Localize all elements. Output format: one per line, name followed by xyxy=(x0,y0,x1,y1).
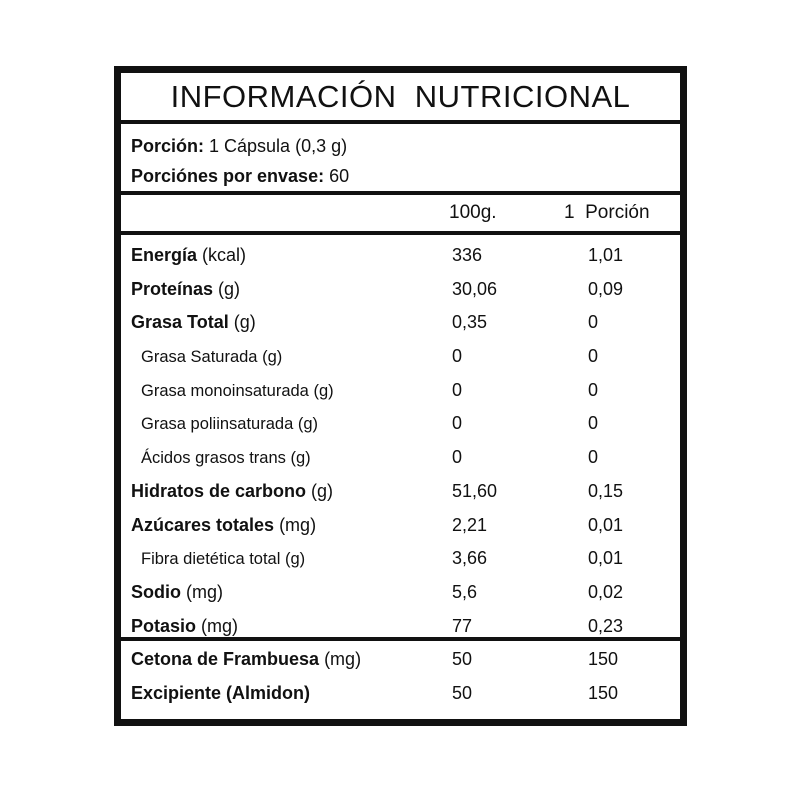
nutrient-label: Proteínas xyxy=(131,278,214,299)
value-100g: 30,06 xyxy=(452,278,498,299)
value-portion: 0 xyxy=(588,346,599,367)
nutrient-label: Cetona de Frambuesa xyxy=(131,649,320,669)
nutrient-name xyxy=(141,449,311,468)
nutrient-unit: (mg) xyxy=(319,649,362,669)
value-portion: 0,01 xyxy=(588,548,624,569)
value-100g: 2,21 xyxy=(452,514,488,535)
nutrient-name xyxy=(131,312,256,333)
nutrient-unit: (g) xyxy=(285,449,311,468)
value-100g: 336 xyxy=(452,245,483,265)
table-row xyxy=(121,340,680,374)
portion-value: 1 Cápsula (0,3 g) xyxy=(204,136,348,156)
table-row xyxy=(121,643,680,677)
nutrient-label: Hidratos de carbono xyxy=(131,480,307,501)
nutrient-name xyxy=(131,582,223,603)
nutrition-label-inner xyxy=(121,73,680,719)
nutrient-label: Potasio xyxy=(131,615,197,636)
table-row xyxy=(121,374,680,408)
value-portion: 0 xyxy=(588,413,599,434)
value-portion: 0,09 xyxy=(588,278,624,299)
value-100g: 0 xyxy=(452,447,463,468)
value-portion: 0 xyxy=(588,379,599,400)
value-100g: 51,60 xyxy=(452,480,498,501)
nutrient-name xyxy=(131,245,246,266)
value-100g: 0 xyxy=(452,413,463,434)
value-portion: 0,02 xyxy=(588,581,624,602)
nutrient-label: Fibra dietética total xyxy=(141,550,281,569)
value-100g: 0 xyxy=(452,346,463,367)
nutrient-label: Grasa poliinsaturada xyxy=(141,415,294,434)
table-row xyxy=(121,239,680,273)
servings-line xyxy=(131,161,680,191)
table-row xyxy=(121,273,680,307)
table-row xyxy=(121,576,680,610)
nutrient-name xyxy=(141,550,305,569)
value-portion: 0,01 xyxy=(588,514,624,535)
servings-label: Porciónes por envase: xyxy=(131,166,325,186)
table-row xyxy=(121,475,680,509)
value-portion: 0 xyxy=(588,312,599,333)
table-row xyxy=(121,441,680,475)
nutrient-unit: (mg) xyxy=(196,615,239,636)
nutrient-name xyxy=(131,279,240,300)
value-100g: 50 xyxy=(452,682,473,703)
nutrient-name xyxy=(131,683,310,704)
nutrient-label: Sodio xyxy=(131,581,181,602)
nutrient-name xyxy=(131,515,316,536)
value-portion: 0 xyxy=(588,447,599,468)
label-title: INFORMACIÓN NUTRICIONAL xyxy=(121,73,680,124)
value-portion: 0,15 xyxy=(588,480,624,501)
nutrient-label: Excipiente (Almidon) xyxy=(131,682,311,703)
table-row xyxy=(121,610,680,644)
nutrient-label: Energía xyxy=(131,245,198,265)
extras-table xyxy=(121,641,680,719)
value-100g: 50 xyxy=(452,649,473,669)
portion-label: Porción: xyxy=(131,136,205,156)
table-row xyxy=(121,677,680,711)
value-portion: 0,23 xyxy=(588,615,624,636)
value-100g: 5,6 xyxy=(452,581,478,602)
table-row xyxy=(121,306,680,340)
nutrient-label: Ácidos grasos trans xyxy=(141,449,286,468)
table-row xyxy=(121,407,680,441)
nutrient-name xyxy=(131,481,333,502)
value-portion: 1,01 xyxy=(588,245,624,265)
nutrient-unit: (mg) xyxy=(274,514,317,535)
nutrient-name xyxy=(131,616,238,637)
nutrient-unit: (g) xyxy=(306,480,334,501)
table-row xyxy=(121,542,680,576)
nutrient-unit: (kcal) xyxy=(197,245,247,265)
nutrient-unit: (g) xyxy=(228,312,256,333)
nutrient-unit: (g) xyxy=(293,415,319,434)
value-100g: 0,35 xyxy=(452,312,488,333)
value-100g: 3,66 xyxy=(452,548,488,569)
portion-line xyxy=(131,131,680,161)
nutrient-label: Grasa Saturada xyxy=(141,348,258,367)
nutrient-label: Azúcares totales xyxy=(131,514,275,535)
nutrients-table xyxy=(121,235,680,641)
nutrient-name xyxy=(141,382,334,401)
servings-value: 60 xyxy=(324,166,350,186)
column-headers xyxy=(121,195,680,235)
column-header-portion: 1 Porción xyxy=(564,202,650,223)
nutrient-name xyxy=(141,415,318,434)
value-portion: 150 xyxy=(588,682,619,703)
nutrient-label: Grasa Total xyxy=(131,312,229,333)
nutrient-unit: (g) xyxy=(280,550,306,569)
table-row xyxy=(121,509,680,543)
nutrient-name xyxy=(141,348,282,367)
nutrient-label: Grasa monoinsaturada xyxy=(141,381,309,400)
nutrient-unit: (g) xyxy=(308,381,334,400)
nutrient-unit: (g) xyxy=(213,278,241,299)
value-100g: 77 xyxy=(452,615,473,636)
nutrient-name xyxy=(131,649,361,670)
value-portion: 150 xyxy=(588,649,619,669)
nutrient-unit: (g) xyxy=(257,348,283,367)
nutrition-label xyxy=(114,66,687,726)
serving-info xyxy=(121,124,680,195)
column-header-100g: 100g. xyxy=(449,202,497,223)
value-100g: 0 xyxy=(452,379,463,400)
nutrient-unit: (mg) xyxy=(181,581,223,602)
